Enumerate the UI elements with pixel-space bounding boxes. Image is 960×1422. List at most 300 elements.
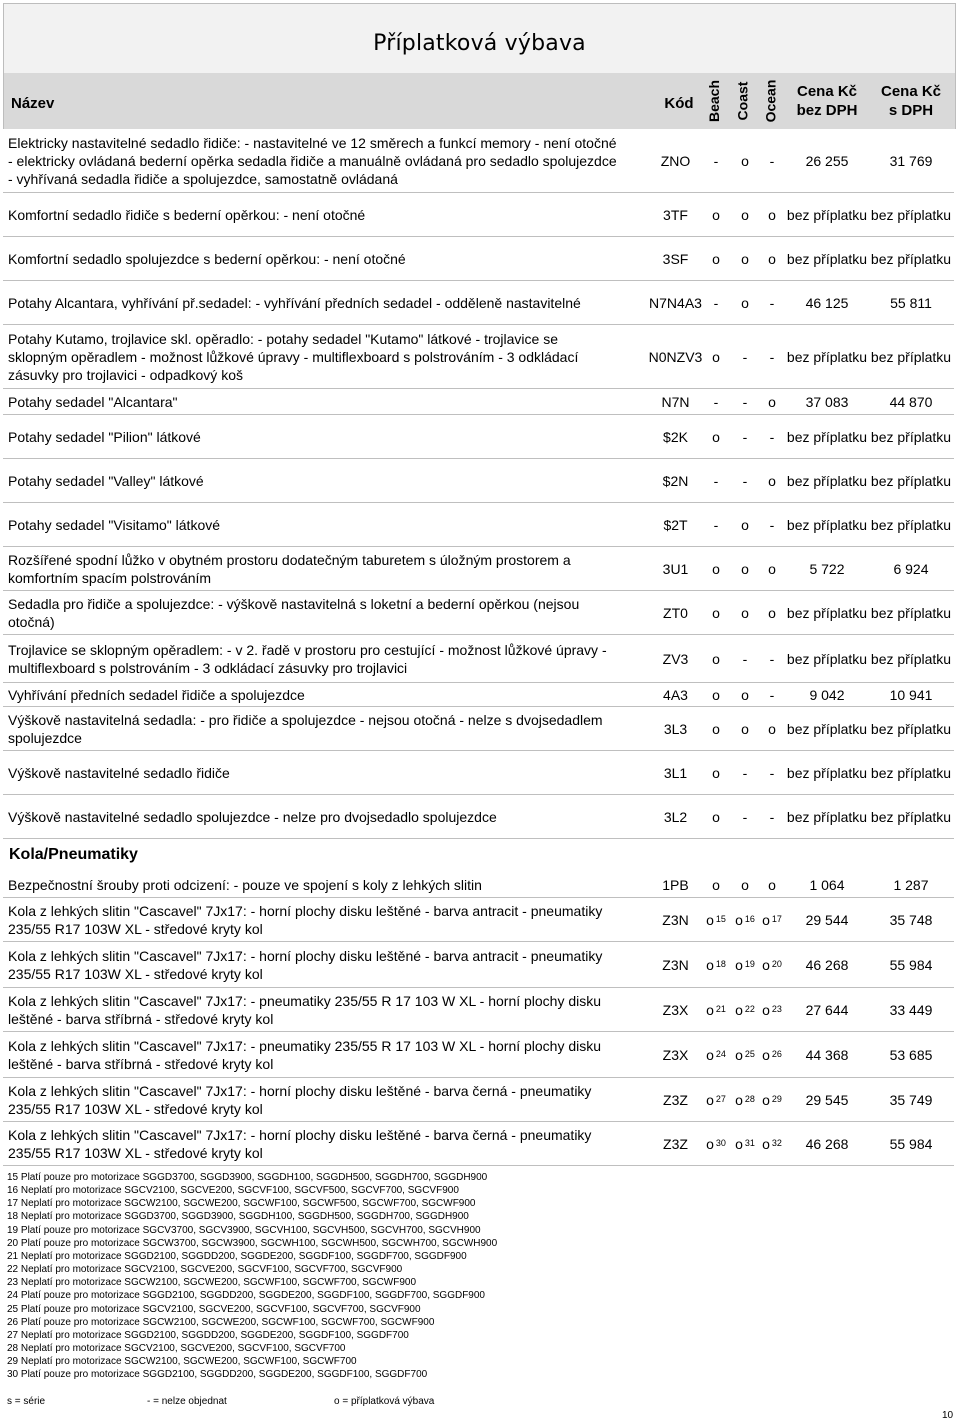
availability-beach [704,751,728,795]
availability-mark: - [769,765,775,781]
option-description: Výškově nastavitelné sedadlo spolujezdce - nelze pro dvojsedadlo spolujezdce [8,809,497,825]
availability-mark: o [741,876,749,893]
availability-beach [704,325,728,389]
availability-mark: o [741,251,749,267]
price-no-vat: bez příplatku [786,429,868,445]
availability-coast [733,898,757,942]
price-vat: bez příplatku [870,721,952,737]
price-no-vat: bez příplatku [786,473,868,489]
option-description: Výškově nastavitelné sedadlo řidiče [8,765,230,781]
option-description: Potahy sedadel "Valley" látkové [8,473,204,489]
price-no-vat: bez příplatku [786,651,868,667]
price-vat: bez příplatku [870,605,952,621]
footnote-ref: 29 [771,1094,782,1104]
availability-beach [704,129,728,193]
header-ocean: Ocean [762,79,778,123]
option-description: Výškově nastavitelná sedadla: - pro řidiče a spolujezdce - nejsou otočná - nelze s dvojsedadlem spolujezdce [8,712,603,746]
option-code: Z3Z [663,1136,688,1152]
availability-beach [704,459,728,503]
availability-beach [704,898,728,942]
option-description: Sedadla pro řidiče a spolujezdce: - výškově nastavitelná s loketní a bederní opěrkou (nejsou otočná) [8,596,580,630]
footnote-ref: 31 [744,1138,755,1148]
table-row [3,415,954,459]
price-no-vat: bez příplatku [786,605,868,621]
footnote-ref: 18 [715,959,726,969]
header-price-vat: Cena Kč s DPH [880,83,942,119]
availability-mark: o [762,912,770,928]
availability-mark: - [742,349,748,365]
availability-mark: o [712,876,720,893]
footnote: 16 Neplatí pro motorizace SGCV2100, SGCVE200, SGCVF100, SGCVF500, SGCVF700, SGCVF900 [7,1185,459,1197]
availability-beach [704,193,728,237]
option-code: 3L3 [663,721,688,737]
footnote: 19 Platí pouze pro motorizace SGCV3700, SGCV3900, SGCVH100, SGCVH500, SGCVH700, SGCVH900 [7,1224,481,1236]
header-name: Název [11,95,55,112]
availability-mark: o [712,605,720,621]
price-vat: 31 769 [889,153,933,169]
option-code: N0NZV3 [648,349,703,365]
footnote: 21 Neplatí pro motorizace SGGD2100, SGGDD200, SGGDE200, SGGDF100, SGGDF700, SGGDF900 [7,1250,467,1262]
availability-mark: - [742,394,748,410]
availability-coast [733,503,757,547]
price-vat: 1 287 [893,876,929,893]
availability-coast [733,415,757,459]
availability-mark: - [769,517,775,533]
availability-coast [733,751,757,795]
footnote: 29 Neplatí pro motorizace SGCW2100, SGCWE200, SGCWF100, SGCWF700 [7,1356,357,1368]
price-no-vat: bez příplatku [786,809,868,825]
availability-coast [733,795,757,839]
availability-ocean [760,942,784,988]
footnote: 27 Neplatí pro motorizace SGGD2100, SGGDD200, SGGDE200, SGGDF100, SGGDF700 [7,1329,409,1341]
availability-ocean [760,898,784,942]
availability-ocean [760,415,784,459]
availability-ocean [760,1032,784,1078]
availability-beach [704,683,728,707]
page-number: 10 [942,1410,954,1421]
availability-beach [704,988,728,1032]
price-vat: 10 941 [889,687,933,703]
option-code: N7N4A3 [649,295,702,311]
availability-ocean [760,193,784,237]
option-code: Z3X [662,1002,689,1018]
availability-mark: - [742,473,748,489]
legend-series: s = série [7,1396,46,1407]
table-row [3,707,954,751]
footnote-ref: 25 [744,1049,755,1059]
availability-mark: o [762,957,770,973]
availability-beach [704,415,728,459]
availability-mark: o [735,957,743,973]
price-vat: 33 449 [889,1002,933,1018]
availability-ocean [760,389,784,415]
availability-mark: - [769,687,775,703]
footnote-ref: 17 [771,914,782,924]
availability-mark: o [741,605,749,621]
availability-mark: - [769,809,775,825]
price-no-vat: bez příplatku [786,517,868,533]
availability-coast [733,237,757,281]
table-row [3,237,954,281]
price-no-vat: 44 368 [805,1047,849,1063]
availability-mark: - [713,394,719,410]
option-description: Potahy sedadel "Pilion" látkové [8,429,201,445]
availability-mark: o [741,153,749,169]
availability-beach [704,591,728,635]
footnote: 23 Neplatí pro motorizace SGCW2100, SGCWE200, SGCWF100, SGCWF700, SGCWF900 [7,1277,417,1289]
option-description: Rozšířené spodní lůžko v obytném prostoru dodatečným taburetem s úložným prostorem a komfortním spacím polstrováním [8,552,571,586]
option-code: 3SF [662,251,689,267]
availability-mark: o [741,517,749,533]
option-code: 1PB [662,876,689,893]
availability-mark: o [712,429,720,445]
table-row [3,871,954,898]
price-no-vat: 46 268 [805,957,849,973]
availability-beach [704,1078,728,1122]
table-row [3,503,954,547]
price-no-vat: 29 544 [805,912,849,928]
option-code: ZNO [660,153,691,169]
option-description: Bezpečnostní šrouby proti odcizení: - pouze ve spojení s koly z lehkých slitin [8,876,482,893]
option-code: 4A3 [663,687,688,703]
price-no-vat: 37 083 [805,394,849,410]
availability-mark: o [712,561,720,577]
availability-ocean [760,459,784,503]
footnote: 15 Platí pouze pro motorizace SGGD3700, SGGD3900, SGGDH100, SGGDH500, SGGDH700, SGGDH900 [7,1172,488,1183]
availability-ocean [760,547,784,591]
availability-mark: - [713,295,719,311]
table-row [3,591,954,635]
availability-mark: o [712,349,720,365]
option-code: ZV3 [662,651,689,667]
availability-mark: o [762,1136,770,1152]
availability-coast [733,988,757,1032]
price-no-vat: 29 545 [805,1092,849,1108]
availability-mark: o [768,207,776,223]
option-code: Z3X [662,1047,689,1063]
option-description: Komfortní sedadlo spolujezdce s bederní opěrkou: - není otočné [8,251,406,267]
footnote-ref: 28 [744,1094,755,1104]
option-code: 3TF [663,207,688,223]
title-banner [3,3,956,75]
option-description: Komfortní sedadlo řidiče s bederní opěrkou: - není otočné [8,207,366,223]
availability-mark: o [735,1002,743,1018]
option-code: 3U1 [662,561,689,577]
price-vat: 35 749 [889,1092,933,1108]
footnotes [7,1171,947,1382]
table-row [3,683,954,707]
availability-mark: o [735,1136,743,1152]
availability-coast [733,591,757,635]
price-vat: 6 924 [893,561,929,577]
availability-beach [704,281,728,325]
footnote-ref: 27 [715,1094,726,1104]
header-coast: Coast [734,81,750,121]
availability-mark: - [713,473,719,489]
price-vat: bez příplatku [870,765,952,781]
availability-coast [733,635,757,683]
availability-mark: o [735,912,743,928]
page-title: Příplatková výbava [373,31,586,56]
availability-mark: o [762,1047,770,1063]
table-row [3,942,954,988]
price-no-vat: bez příplatku [786,721,868,737]
availability-ocean [760,707,784,751]
availability-mark: o [706,1002,714,1018]
availability-beach [704,795,728,839]
availability-beach [704,503,728,547]
availability-mark: - [713,153,719,169]
availability-mark: - [769,429,775,445]
footnote-ref: 15 [715,914,726,924]
price-vat: bez příplatku [870,429,952,445]
price-vat: 55 984 [889,957,933,973]
option-description: Kola z lehkých slitin "Cascavel" 7Jx17: - horní plochy disku leštěné - barva antracit - pneumatiky 235/55 R17 103W XL - středové kryty kol [8,903,603,937]
option-description: Elektricky nastavitelné sedadlo řidiče: - nastavitelné ve 12 směrech a funkcí memory - není otočné - elektricky ovládaná bederní opěrka sedadla řidiče a manuálně ovládaná pro sedadlo spolujezdce - vyhřívaná sedadla řidiče a spolujezdce, samostatně ovládaná [8,135,617,187]
availability-mark: o [735,1047,743,1063]
price-vat: bez příplatku [870,349,952,365]
availability-mark: - [713,517,719,533]
availability-mark: o [768,251,776,267]
availability-coast [733,1078,757,1122]
price-vat: bez příplatku [870,517,952,533]
table-row [3,898,954,942]
option-description: Potahy Alcantara, vyhřívání př.sedadel: - vyhřívání předních sedadel - odděleně nastavitelné [8,295,581,311]
table-header [3,73,956,129]
availability-beach [704,871,728,898]
availability-mark: o [712,721,720,737]
availability-mark: o [768,605,776,621]
availability-mark: - [769,651,775,667]
availability-coast [733,1122,757,1166]
option-code: N7N [661,394,690,410]
footnote: 17 Neplatí pro motorizace SGCW2100, SGCWE200, SGCWF100, SGCWF500, SGCWF700, SGCWF900 [7,1198,476,1210]
availability-ocean [760,281,784,325]
availability-coast [733,325,757,389]
table-row [3,389,954,415]
availability-beach [704,547,728,591]
availability-mark: - [742,765,748,781]
option-code: $2K [663,429,688,445]
availability-ocean [760,988,784,1032]
availability-mark: o [712,651,720,667]
footnote-ref: 30 [715,1138,726,1148]
footnote-ref: 19 [744,959,755,969]
availability-coast [733,942,757,988]
price-no-vat: 46 125 [805,295,849,311]
availability-mark: o [768,561,776,577]
header-price-no-vat: Cena Kč bez DPH [796,83,858,119]
availability-beach [704,389,728,415]
footnote-ref: 20 [771,959,782,969]
footnote: 22 Neplatí pro motorizace SGCV2100, SGCVE200, SGCVF100, SGCVF700, SGCVF900 [7,1264,403,1276]
option-description: Kola z lehkých slitin "Cascavel" 7Jx17: - horní plochy disku leštěné - barva černá - pneumatiky 235/55 R17 103W XL - středové kryty kol [8,1127,592,1161]
availability-ocean [760,871,784,898]
price-no-vat: 1 064 [809,876,845,893]
footnote: 20 Platí pouze pro motorizace SGCW3700, SGCW3900, SGCWH100, SGCWH500, SGCWH700, SGCWH900 [7,1237,498,1249]
option-code: Z3N [662,957,689,973]
option-description: Vyhřívání předních sedadel řidiče a spolujezdce [8,687,305,703]
footnote-ref: 32 [771,1138,782,1148]
footnote-ref: 23 [771,1004,782,1014]
availability-coast [733,459,757,503]
table-row [3,988,954,1032]
availability-mark: - [742,651,748,667]
availability-ocean [760,591,784,635]
price-vat: bez příplatku [870,207,952,223]
price-vat: bez příplatku [870,809,952,825]
footnote: 26 Platí pouze pro motorizace SGCW2100, SGCWE200, SGCWF100, SGCWF700, SGCWF900 [7,1316,435,1328]
availability-mark: - [769,349,775,365]
availability-beach [704,707,728,751]
availability-coast [733,193,757,237]
availability-mark: o [706,1047,714,1063]
availability-coast [733,871,757,898]
table-row [3,459,954,503]
option-code: $2T [663,517,688,533]
availability-coast [733,389,757,415]
price-vat: 55 811 [890,295,932,311]
price-no-vat: 5 722 [809,561,845,577]
availability-mark: o [712,207,720,223]
table-row [3,193,954,237]
table-row [3,1078,954,1122]
price-no-vat: 46 268 [805,1136,849,1152]
availability-mark: - [742,429,748,445]
footnote: 30 Platí pouze pro motorizace SGGD2100, SGGDD200, SGGDE200, SGGDF100, SGGDF700 [7,1369,428,1381]
price-no-vat: bez příplatku [786,765,868,781]
availability-mark: - [769,295,775,311]
price-vat: 44 870 [889,394,933,410]
availability-beach [704,1122,728,1166]
availability-coast [733,281,757,325]
availability-mark: o [712,809,720,825]
availability-ocean [760,1122,784,1166]
price-vat: bez příplatku [870,473,952,489]
footnote: 25 Platí pouze pro motorizace SGCV2100, SGCVE200, SGCVF100, SGCVF700, SGCVF900 [7,1303,421,1315]
option-code: ZT0 [663,605,688,621]
availability-ocean [760,129,784,193]
table-row [3,1032,954,1078]
availability-mark: o [706,1092,714,1108]
table-row [3,129,954,193]
option-code: $2N [662,473,689,489]
option-description: Kola z lehkých slitin "Cascavel" 7Jx17: - pneumatiky 235/55 R 17 103 W XL - horní plochy disku leštěné - barva stříbrná - středové kryty kol [8,1038,602,1072]
price-no-vat: bez příplatku [786,207,868,223]
availability-mark: o [762,1002,770,1018]
table-row [3,325,954,389]
footnote-ref: 22 [744,1004,755,1014]
header-beach: Beach [706,79,722,123]
option-code: 3L1 [663,765,688,781]
price-vat: 35 748 [889,912,933,928]
option-description: Potahy Kutamo, trojlavice skl. opěradlo: - potahy sedadel "Kutamo" látkové - trojlavice se sklopným opěradlem - možnost lůžkové úpravy - multiflexboard s polstrováním - 3 odkládací zásuvky pro trojlavici - odpadkový koš [8,331,579,383]
availability-mark: o [768,394,776,410]
section-title-wheels: Kola/Pneumatiky [9,846,138,863]
option-description: Kola z lehkých slitin "Cascavel" 7Jx17: - horní plochy disku leštěné - barva černá - pneumatiky 235/55 R17 103W XL - středové kryty kol [8,1083,592,1117]
availability-mark: o [741,207,749,223]
table-row [3,635,954,683]
availability-mark: o [768,876,776,893]
option-code: 3L2 [663,809,688,825]
availability-beach [704,1032,728,1078]
price-vat: 55 984 [889,1136,933,1152]
footnote: 18 Neplatí pro motorizace SGGD3700, SGGD3900, SGGDH100, SGGDH500, SGGDH700, SGGDH900 [7,1211,469,1223]
availability-ocean [760,503,784,547]
table-row [3,751,954,795]
option-description: Potahy sedadel "Alcantara" [8,394,178,410]
availability-ocean [760,1078,784,1122]
table-row [3,795,954,839]
availability-mark: o [735,1092,743,1108]
price-vat: bez příplatku [870,651,952,667]
availability-mark: o [741,295,749,311]
availability-mark: o [768,473,776,489]
availability-ocean [760,325,784,389]
availability-mark: o [706,957,714,973]
availability-mark: o [741,721,749,737]
availability-mark: o [712,251,720,267]
option-description: Kola z lehkých slitin "Cascavel" 7Jx17: - horní plochy disku leštěné - barva antracit - pneumatiky 235/55 R17 103W XL - středové kryty kol [8,948,603,982]
availability-mark: o [712,687,720,703]
availability-beach [704,942,728,988]
availability-beach [704,237,728,281]
option-code: Z3Z [663,1092,688,1108]
price-no-vat: bez příplatku [786,251,868,267]
option-description: Kola z lehkých slitin "Cascavel" 7Jx17: - pneumatiky 235/55 R 17 103 W XL - horní plochy disku leštěné - barva stříbrná - středové kryty kol [8,993,602,1027]
footnote-ref: 24 [715,1049,726,1059]
availability-mark: o [768,721,776,737]
availability-ocean [760,683,784,707]
availability-coast [733,1032,757,1078]
table-row [3,1122,954,1166]
price-no-vat: 27 644 [805,1002,849,1018]
availability-coast [733,683,757,707]
price-no-vat: 26 255 [805,153,849,169]
availability-beach [704,635,728,683]
availability-coast [733,547,757,591]
availability-mark: o [741,561,749,577]
option-code: Z3N [662,912,689,928]
price-no-vat: 9 042 [809,687,845,703]
footnote: 28 Neplatí pro motorizace SGCV2100, SGCVE200, SGCVF100, SGCVF700 [7,1343,346,1355]
option-description: Potahy sedadel "Visitamo" látkové [8,517,221,533]
availability-mark: o [762,1092,770,1108]
availability-mark: o [712,765,720,781]
availability-ocean [760,751,784,795]
availability-mark: o [706,912,714,928]
footnote: 24 Platí pouze pro motorizace SGGD2100, SGGDD200, SGGDE200, SGGDF100, SGGDF700, SGGDF900 [7,1290,485,1302]
availability-ocean [760,795,784,839]
availability-ocean [760,237,784,281]
availability-coast [733,707,757,751]
price-no-vat: bez příplatku [786,349,868,365]
table-row [3,281,954,325]
availability-ocean [760,635,784,683]
availability-mark: o [741,687,749,703]
footnote-ref: 21 [715,1004,726,1014]
table-row [3,547,954,591]
header-code: Kód [664,95,694,112]
legend-option: o = příplatková výbava [334,1396,435,1407]
availability-mark: - [769,153,775,169]
availability-mark: o [706,1136,714,1152]
price-vat: 53 685 [889,1047,933,1063]
availability-mark: - [742,809,748,825]
price-vat: bez příplatku [870,251,952,267]
legend-unavailable: - = nelze objednat [147,1396,227,1407]
option-description: Trojlavice se sklopným opěradlem: - v 2. řadě v prostoru pro cestující - možnost lůžkové úpravy - multiflexboard s polstrováním - 3 odkládací zásuvky pro trojlavici [8,642,607,676]
